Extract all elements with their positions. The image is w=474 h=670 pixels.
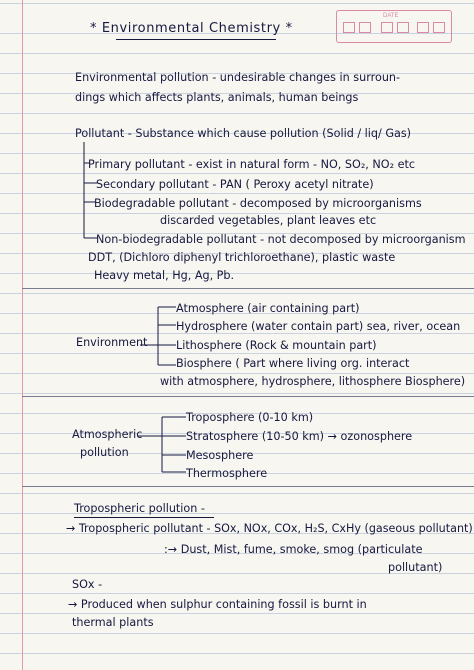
particulate-pollutant: :→ Dust, Mist, fume, smoke, smog (particulate: [164, 543, 423, 556]
stratosphere-item: Stratosphere (10-50 km) → ozonosphere: [186, 430, 413, 443]
atmospheric-bracket: [138, 417, 186, 472]
lithosphere-item: Lithosphere (Rock & mountain part): [176, 339, 377, 352]
atmosphere-item: Atmosphere (air containing part): [176, 302, 360, 315]
atmospheric-label-1: Atmospheric: [72, 428, 143, 441]
primary-pollutant: Primary pollutant - exist in natural form - NO, SO₂, NO₂ etc: [88, 158, 416, 171]
sox-line-1: → Produced when sulphur containing fossil is burnt in: [68, 598, 367, 611]
biodegradable-examples: discarded vegetables, plant leaves etc: [160, 214, 377, 227]
particulate-tail: pollutant): [388, 561, 443, 574]
nonbiodegradable-pollutant: Non-biodegradable pollutant - not decomposed by microorganism: [96, 233, 466, 246]
pollutant-definition: Pollutant - Substance which cause pollution (Solid / liq/ Gas): [75, 127, 412, 140]
biosphere-item: Biosphere ( Part where living org. interact: [176, 357, 410, 370]
sox-heading: SOx -: [72, 578, 103, 591]
biodegradable-pollutant: Biodegradable pollutant - decomposed by microorganisms: [94, 197, 422, 210]
intro-line-1: Environmental pollution - undesirable changes in surroun-: [75, 71, 401, 84]
nonbiodegradable-examples-1: DDT, (Dichloro diphenyl trichloroethane), plastic waste: [88, 251, 396, 264]
pollutant-bracket: [84, 142, 98, 238]
tropospheric-pollutant: → Tropospheric pollutant - SOx, NOx, COx, H₂S, CxHy (gaseous pollutant): [66, 522, 473, 535]
environment-bracket: [140, 307, 176, 365]
intro-line-2: dings which affects plants, animals, human beings: [75, 91, 359, 104]
thermosphere-item: Thermosphere: [186, 467, 268, 480]
mesosphere-item: Mesosphere: [186, 449, 254, 462]
tropospheric-heading: Tropospheric pollution -: [74, 502, 205, 515]
page-title: * Environmental Chemistry *: [90, 21, 293, 36]
secondary-pollutant: Secondary pollutant - PAN ( Peroxy acetyl nitrate): [96, 178, 374, 191]
biosphere-description: with atmosphere, hydrosphere, lithosphere Biosphere): [160, 375, 466, 388]
atmospheric-label-2: pollution: [80, 446, 129, 459]
troposphere-item: Troposphere (0-10 km): [186, 411, 314, 424]
sox-line-2: thermal plants: [72, 616, 154, 629]
date-label: DATE: [383, 13, 399, 19]
environment-label: Environment: [76, 336, 148, 349]
hydrosphere-item: Hydrosphere (water contain part) sea, river, ocean: [176, 320, 461, 333]
nonbiodegradable-examples-2: Heavy metal, Hg, Ag, Pb.: [94, 269, 235, 282]
